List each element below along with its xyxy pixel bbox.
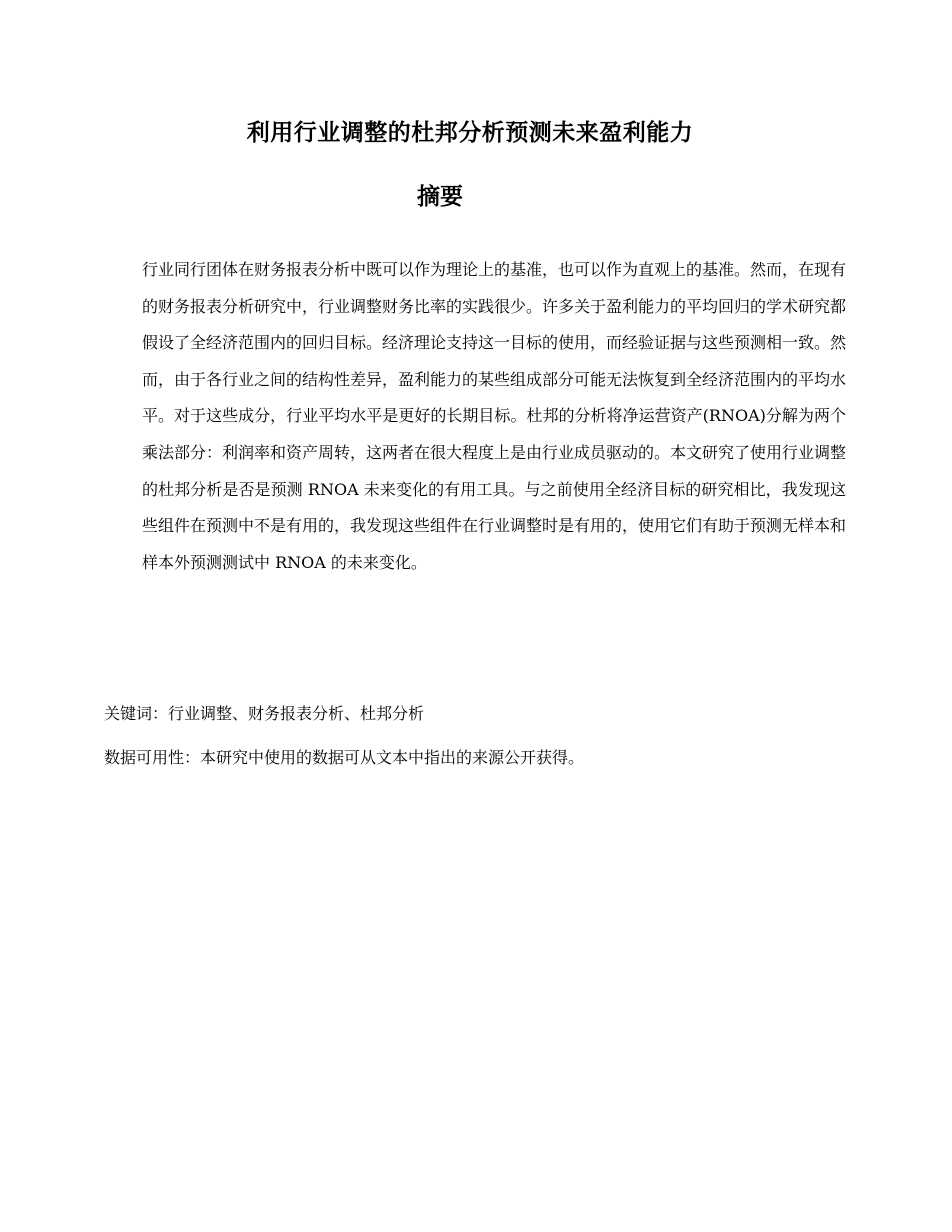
abstract-heading: 摘要 xyxy=(417,184,463,210)
abstract-paragraph: 行业同行团体在财务报表分析中既可以作为理论上的基准，也可以作为直观上的基准。然而，在现有的财务报表分析研究中，行业调整财务比率的实践很少。许多关于盈利能力的平均回归的学术研究都假设了全经济范围内的回归目标。经济理论支持这一目标的使用，而经验证据与这些预测相一致。然而，由于各行业之间的结构性差异，盈利能力的某些组成部分可能无法恢复到全经济范围内的平均水平。对于这些成分，行业平均水平是更好的长期目标。杜邦的分析将净运营资产(RNOA)分解为两个乘法部分：利润率和资产周转，这两者在很大程度上是由行业成员驱动的。本文研究了使用行业调整的杜邦分析是否是预测 RNOA 未来变化的有用工具。与之前使用全经济目标的研究相比，我发现这些组件在预测中不是有用的，我发现这些组件在行业调整时是有用的，使用它们有助于预测无样本和样本外预测测试中 RNOA 的未来变化。 xyxy=(142,260,847,572)
data-availability-line: 数据可用性：本研究中使用的数据可从文本中指出的来源公开获得。 xyxy=(104,748,585,767)
paper-title: 利用行业调整的杜邦分析预测未来盈利能力 xyxy=(246,120,694,146)
keywords-line: 关键词：行业调整、财务报表分析、杜邦分析 xyxy=(104,704,425,723)
